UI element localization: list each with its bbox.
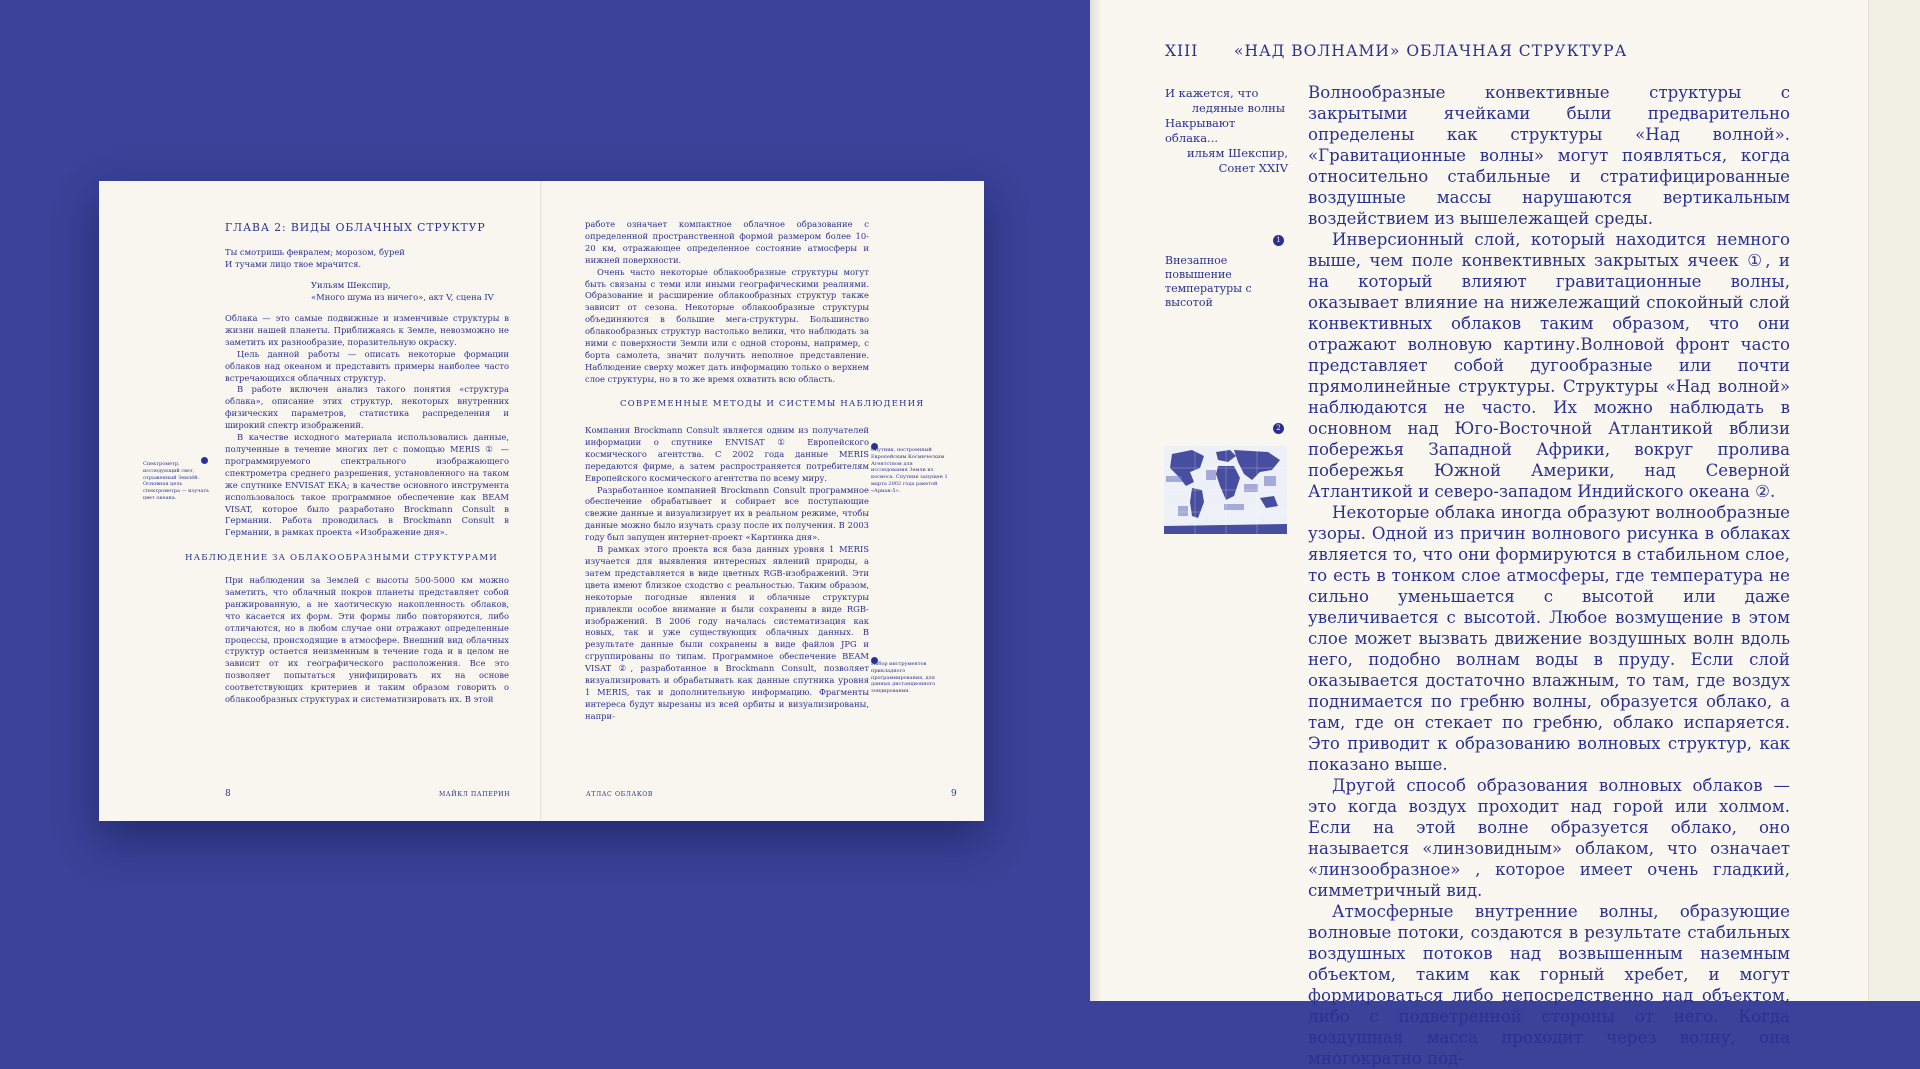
paragraph: Некоторые облака иногда образуют волнообразные узоры. Одной из причин волнового рисунка в облаках является то, что они формируются в стабильном слое, то есть в тонком слое атмосферы, где температура не сильно уменьшается с высотой или даже увеличивается с высотой. Любое возмущение в этом слое может вызвать движение воздушных волн вдоль него, подобно волнам воды в пруду. Если слой оказывается достаточно влажным, то там, где воздух поднимается по гребню волны, образуется облако, а там, где он стекает по гребню, облако испаряется. Это приводит к образованию волновых структур, как показано выше. <box>1308 503 1790 774</box>
body-text <box>585 219 869 386</box>
paragraph: Другой способ образования волновых облаков — это когда воздух проходит над горой или холмом. Если на этой волне образуется облако, оно называется «линзовидным» облаком, что означает «линзообразное» , которое имеет очень гладкий, симметричный вид. <box>1308 776 1790 900</box>
epigraph-source: Сонет XXIV <box>1218 161 1288 175</box>
epigraph-attribution <box>1165 146 1288 176</box>
sidenote-1: Спутник, построенный Европейским Космическим Агентством для исследования Земли из космоса. Спутник запущен 1 марта 2002 года ракетой «Ариан-5». <box>871 447 948 494</box>
body-text <box>225 313 509 539</box>
paragraph: Атмосферные внутренние волны, образующие волновые потоки, создаются в результате стабильных воздушных потоков над возвышенным наземным объектом, таким как горный хребет, и могут формироваться либо непосредственно над объектом, либо с подветренной стороны от него. Когда воздушная масса проходит через волну, она многократно под- <box>1308 902 1790 1068</box>
paragraph: В рамках этого проекта вся база данных уровня 1 MERIS изучается для выявления интересных явлений природы, а затем представляется в виде цветных RGB-изображений. Эти цвета имеют близкое сходство с реальностью. Таким образом, некоторые погодные явления и облачные структуры привлекли особое внимание и были сохранены в виде RGB-изображений. В 2006 году началась систематизация как новых, так и уже существующих облачных данных. В результате данные были сохранены в виде файлов JPG и сгруппированы по типам. Программное обеспечение BEAM VISAT ②, разработанное в Brockmann Consult, позволяет визуализировать и обрабатывать как данные спутника уровня 1 MERIS, так и дополнительную информацию. Фрагменты интереса будут вырезаны из всей орбиты и визуализированы, напри- <box>585 544 869 721</box>
book-spread <box>99 181 984 821</box>
spread-left-page <box>99 181 540 821</box>
epigraph-line: И тучами лицо твое мрачится. <box>225 258 362 269</box>
page-edge <box>1868 0 1920 1001</box>
body-text-2 <box>585 425 869 723</box>
epigraph-line: И кажется, что <box>1165 86 1259 100</box>
footnote-marker-number: 1 <box>1276 236 1281 244</box>
chapter-title: ГЛАВА 2: ВИДЫ ОБЛАЧНЫХ СТРУКТУР <box>225 221 486 234</box>
paragraph: При наблюдении за Землей с высоты 500-5000 км можно заметить, что облачный покров планеты представляет собой ранжированную, а не хаотическую накопленность облаков, что касается их форм. Эти формы либо повторяются, либо отличаются, но в любом случае они отражают определенные процессы, происходящие в атмосфере. Внешний вид облачных структур остается неизменным в течение года и в целом не зависит от их географического расположения. Все это позволяет попытаться унифицировать их на основе соответствующих критериев и таким образом говорить о облакообразных структурах и систематизировать их. В этой <box>225 575 509 705</box>
epigraph-line: Ты смотришь февралем; морозом, бурей <box>225 247 405 257</box>
footnote-marker-1 <box>1273 231 1284 250</box>
body-text <box>1308 82 1790 1069</box>
paragraph: Компания Brockmann Consult является одним из получателей информации о спутнике ENVISAT ① Европейского космического агентства. С 2002 года данные MERIS передаются фирме, а затем распространяется потребителям Европейского космического агентства по всему миру. <box>585 425 869 483</box>
sidenote-1: Внезапное повышение температуры с высотой <box>1165 254 1252 309</box>
chapter-title: «НАД ВОЛНАМИ» ОБЛАЧНАЯ СТРУКТУРА <box>1234 42 1628 60</box>
chapter-number: XIII <box>1165 42 1199 60</box>
epigraph-line: ледяные волны <box>1191 101 1285 115</box>
paragraph: Очень часто некоторые облакообразные структуры могут быть связаны с теми или иными географическими реалиями. Образование и расширение облакообразных структур также зависит от сезона. Некоторые облакообразные структуры объединяются в большие мега-структуры. Большинство облакообразных структур настолько велики, что наблюдать за ними с поверхности Земли или с одной стороны, например, с борта самолета, значит получить неполное представление. Наблюдение сверху может дать информацию только о верхнем слое структуры, но в то же время охватить всю область. <box>585 266 869 384</box>
paragraph: В работе включен анализ такого понятия «структура облака», описание этих структур, некоторых внутренних физических параметров, статистика распределения и широкий спектр изображений. <box>225 384 509 431</box>
running-footer: АТЛАС ОБЛАКОВ <box>586 791 654 798</box>
paragraph: Разработанное компанией Brockmann Consult программное обеспечение обрабатывает и собирает все поступающие свежие данные и визуализирует их в реальном режиме, чтобы данные можно было изучать сразу после их получения. В 2003 году был запущен интернет-проект «Картинка дня». <box>585 484 869 543</box>
sidenote: Спектрометр, исследующий свет, отраженный Землёй. Основная цель спектрометра — изучать цвет океана. <box>143 461 209 501</box>
epigraph-line: Накрывают облака... <box>1165 116 1236 145</box>
page-gutter-shadow <box>1090 0 1102 1001</box>
paragraph: Облака — это самые подвижные и изменчивые структуры в жизни нашей планеты. Приближаясь к Земле, невозможно не заметить их разнообразие, поразительную окраску. <box>225 313 509 347</box>
spread-right-page <box>542 181 984 821</box>
section-heading: СОВРЕМЕННЫЕ МЕТОДЫ И СИСТЕМЫ НАБЛЮДЕНИЯ <box>620 399 925 409</box>
section-heading: НАБЛЮДЕНИЕ ЗА ОБЛАКООБРАЗНЫМИ СТРУКТУРАМИ <box>185 553 498 563</box>
epigraph-source: «Много шума из ничего», акт V, сцена IV <box>311 291 494 302</box>
running-footer: МАЙКЛ ПАПЕРИН <box>439 791 511 798</box>
epigraph <box>1165 86 1285 146</box>
body-text-2 <box>225 575 509 706</box>
epigraph-attribution <box>311 280 494 303</box>
sidenote-2: Набор инструментов прикладного программирования, для данных дистанционного зондирования. <box>871 661 936 695</box>
paragraph: Инверсионный слой, который находится немного выше, чем поле конвективных закрытых ячеек ①, и на который влияют гравитационные волны, оказывает влияние на нижележащий спокойный слой конвективных облаков таким образом, что они отражают волновую картину.Волновой фронт часто представляет собой дугообразные или почти прямолинейные структуры. Структуры «Над волной» наблюдаются не часто. Их можно наблюдать в основном над Юго-Восточной Атлантикой вблизи побережья Западной Африки, вокруг пролива побережья Южной Америки, над Северной Атлантикой и северо-западом Индийского океана ②. <box>1308 230 1790 501</box>
paragraph: Волнообразные конвективные структуры с закрытыми ячейками были предварительно определены как структуры «Над волной». «Гравитационные волны» могут появляться, когда относительно стабильные и стратифицированные воздушные массы нарушаются вертикальным воздействием из вышележащей среды. <box>1308 83 1790 228</box>
paragraph: В качестве исходного материала использовались данные, полученные в течение многих лет с помощью MERIS ① — программируемого спектрального изображающего спектрометра среднего разрешения, установленного на таком же спутнике ENVISAT ЕКА; в качестве основного инструмента использовалось такое программное обеспечение как BEAM VISAT, которое было разработано Brockmann Consult в Германии. Работа проводилась в Brockmann Consult в Германии, в рамках проекта «Изображение дня». <box>225 432 509 538</box>
page-number: 9 <box>951 789 957 799</box>
footnote-marker-number: 2 <box>1276 424 1281 432</box>
paragraph: работе означает компактное облачное образование с определенной пространственной формой размером более 10-20 км, отражающее определенное состояние атмосферы и нижней поверхности. <box>585 219 869 265</box>
footnote-marker-2 <box>1273 419 1284 438</box>
page-number: 8 <box>225 789 231 799</box>
epigraph <box>225 247 405 270</box>
paragraph: Цель данной работы — описать некоторые формации облаков над океаном и представить примеры наиболее часто встречающихся облачных структур. <box>225 348 509 383</box>
world-map-figure <box>1164 446 1287 534</box>
epigraph-author: ильям Шекспир, <box>1187 146 1288 160</box>
epigraph-author: Уильям Шекспир, <box>311 280 391 290</box>
